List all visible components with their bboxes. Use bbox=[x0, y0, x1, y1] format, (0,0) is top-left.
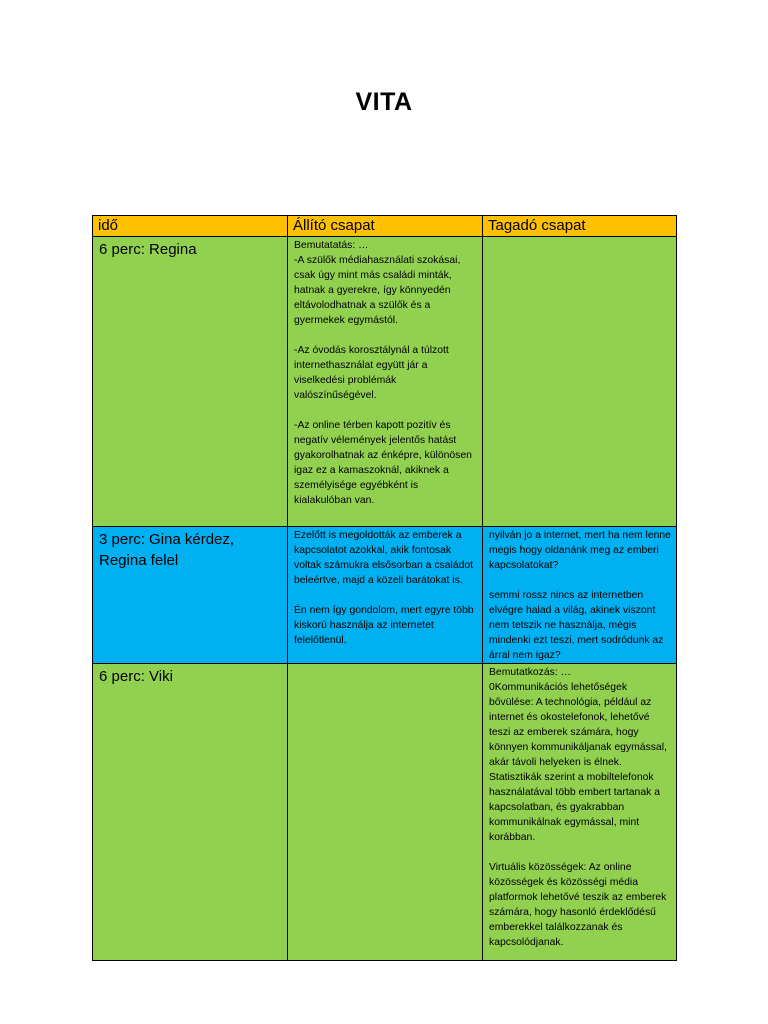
time-cell: 3 perc: Gina kérdez, Regina felel bbox=[93, 527, 288, 664]
pro-cell bbox=[288, 664, 483, 961]
header-con-team: Tagadó csapat bbox=[483, 216, 677, 237]
con-cell: Bemutatkozás: … 0Kommunikációs lehetőségek bővülése: A technológia, például az internet és okostelefonok, lehetővé teszi az emberek számára, hogy könnyen kommunikáljanak egymással, akár távoli helyeken is élnek. Statisztikák szerint a mobiltelefonok használatával több embert tartanak a kapcsolatban, és gyakrabban kommunikálnak egymással, mint korábban. Virtuális közösségek: Az online közösségek és közösségi média platformok lehetővé teszik az emberek számára, hogy hasonló érdeklődésű emberekkel találkozzanak és kapcsolódjanak. bbox=[483, 664, 677, 961]
header-time: idő bbox=[93, 216, 288, 237]
time-cell: 6 perc: Regina bbox=[93, 237, 288, 527]
time-cell: 6 perc: Viki bbox=[93, 664, 288, 961]
con-cell bbox=[483, 237, 677, 527]
table-row bbox=[93, 237, 677, 527]
page-title: VITA bbox=[355, 88, 413, 116]
con-cell: nyilván jo a internet, mert ha nem lenne megis hogy oldanánk meg az emberi kapcsolatokat? semmi rossz nincs az internetben elvégre halad a világ, akinek viszont nem tetszik ne használja, mégis mindenki ezt teszi, mert sodródunk az árral nem igaz? bbox=[483, 527, 677, 664]
debate-table bbox=[92, 215, 677, 961]
table-header-row bbox=[93, 216, 677, 237]
pro-cell: Ezelőtt is megoldották az emberek a kapcsolatot azokkal, akik fontosak voltak számukra elsősorban a családot beleértve, majd a közeli barátokat is. Én nem így gondolom, mert egyre több kiskorú használja az internetet felelőtlenül. bbox=[288, 527, 483, 664]
table-row bbox=[93, 664, 677, 961]
header-pro-team: Állító csapat bbox=[288, 216, 483, 237]
table-row bbox=[93, 527, 677, 664]
pro-cell: Bemutatatás: … -A szülők médiahasználati szokásai, csak úgy mint más családi minták, hatnak a gyerekre, így könnyedén eltávolodhatnak a szülők és a gyermekek egymástól. -Az óvodás korosztálynál a túlzott internethasználat együtt jár a viselkedési problémák valószínűségével. -Az online térben kapott pozitív és negatív vélemények jelentős hatást gyakorolhatnak az énképre, különösen igaz ez a kamaszoknál, akiknek a személyisége egyébként is kialakulóban van. bbox=[288, 237, 483, 527]
